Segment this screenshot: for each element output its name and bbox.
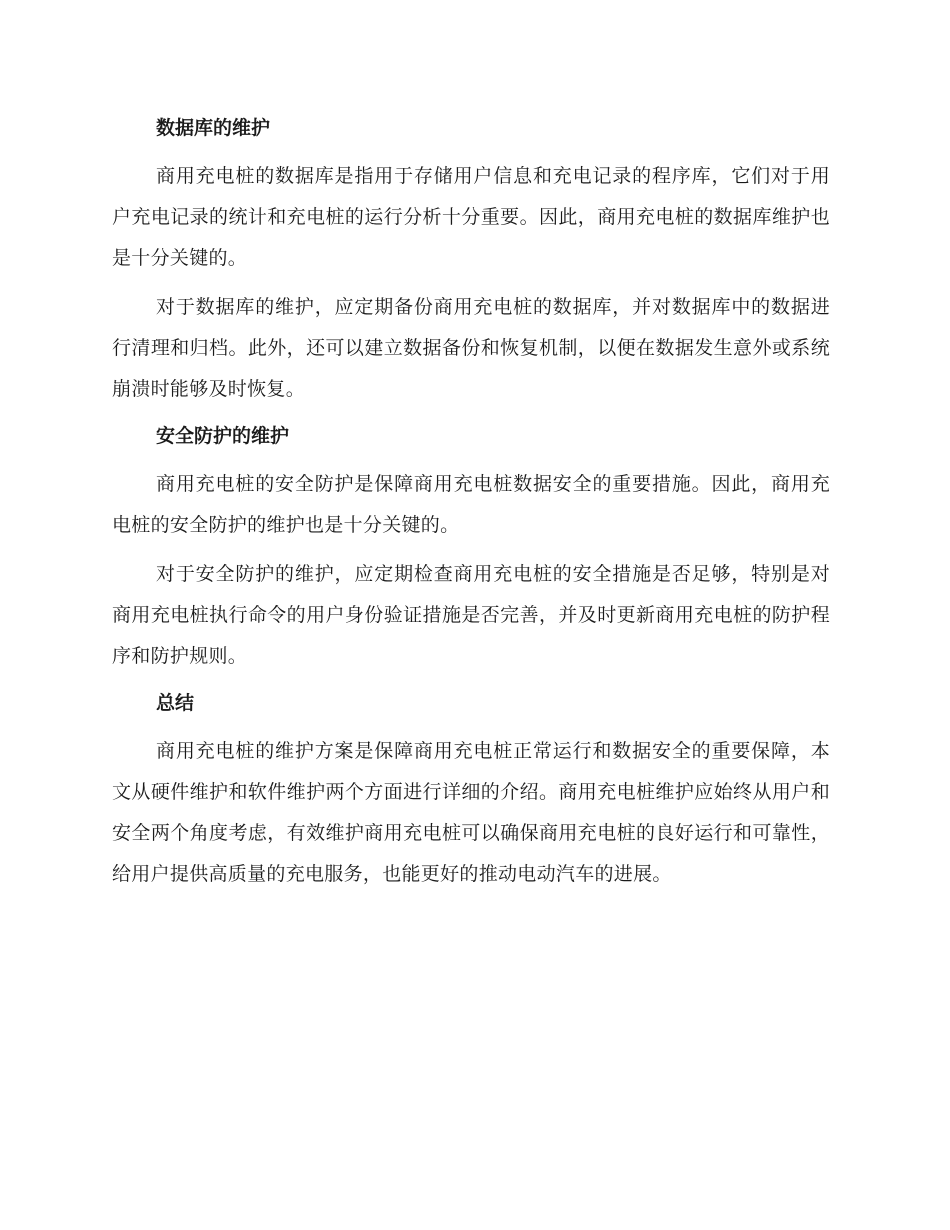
section-heading-summary: 总结 bbox=[156, 692, 195, 714]
paragraph-security-intro: 商用充电桩的安全防护是保障商用充电桩数据安全的重要措施。因此，商用充电桩的安全防护的维护也是十分关键的。 bbox=[112, 473, 830, 536]
section-heading-database: 数据库的维护 bbox=[156, 117, 271, 139]
document-page bbox=[112, 110, 830, 903]
section-heading-security: 安全防护的维护 bbox=[156, 425, 290, 447]
paragraph-summary: 商用充电桩的维护方案是保障商用充电桩正常运行和数据安全的重要保障，本文从硬件维护和软件维护两个方面进行详细的介绍。商用充电桩维护应始终从用户和安全两个角度考虑，有效维护商用充电桩可以确保商用充电桩的良好运行和可靠性，给用户提供高质量的充电服务，也能更好的推动电动汽车的进展。 bbox=[112, 740, 830, 885]
paragraph-database-method: 对于数据库的维护，应定期备份商用充电桩的数据库，并对数据库中的数据进行清理和归档。此外，还可以建立数据备份和恢复机制，以便在数据发生意外或系统崩溃时能够及时恢复。 bbox=[112, 296, 830, 400]
paragraph-security-method: 对于安全防护的维护，应定期检查商用充电桩的安全措施是否足够，特别是对商用充电桩执行命令的用户身份验证措施是否完善，并及时更新商用充电桩的防护程序和防护规则。 bbox=[112, 563, 830, 667]
paragraph-database-intro: 商用充电桩的数据库是指用于存储用户信息和充电记录的程序库，它们对于用户充电记录的统计和充电桩的运行分析十分重要。因此，商用充电桩的数据库维护也是十分关键的。 bbox=[112, 165, 830, 269]
